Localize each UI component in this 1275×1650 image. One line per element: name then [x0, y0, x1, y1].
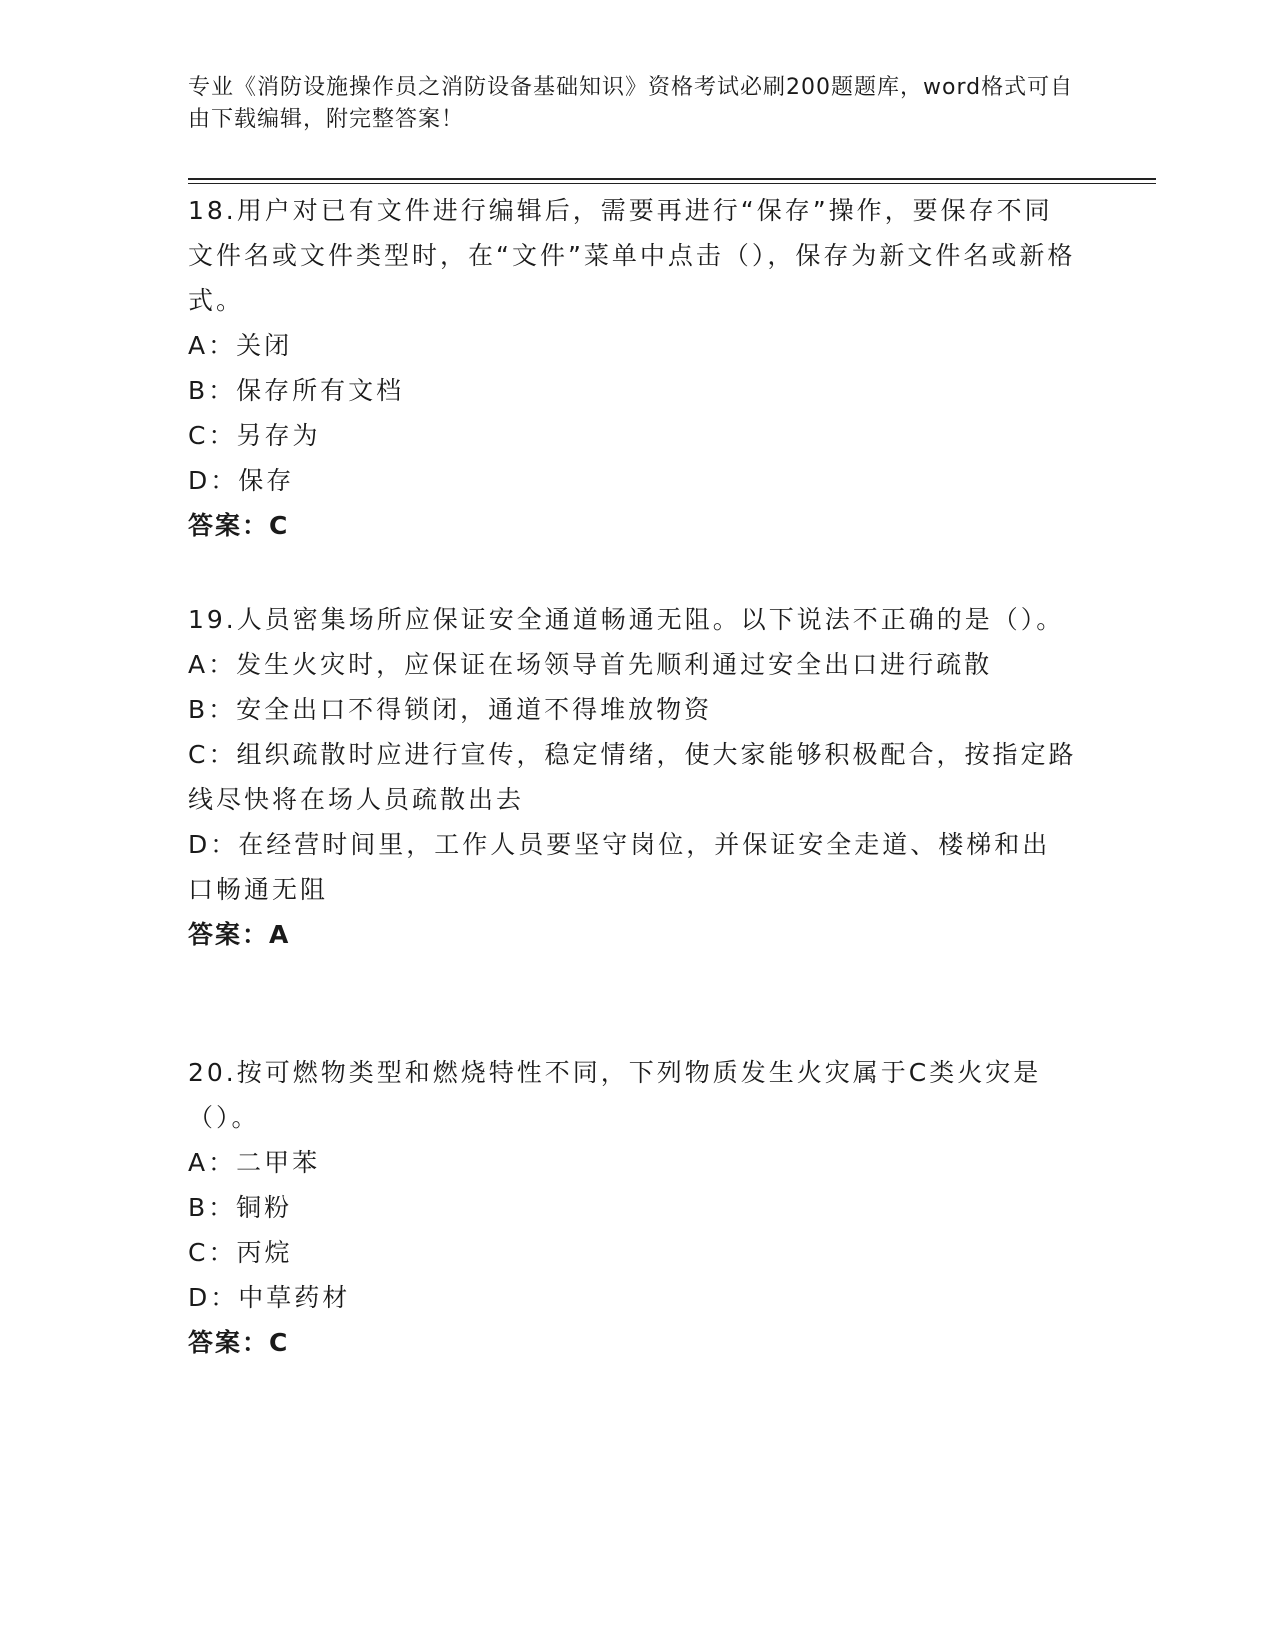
option-a: A：二甲苯	[188, 1148, 321, 1177]
answer: 答案：C	[188, 511, 290, 540]
option-d: D：中草药材	[188, 1283, 351, 1312]
document-header: 专业《消防设施操作员之消防设备基础知识》资格考试必刷200题题库，word格式可自由下载编辑，附完整答案！	[188, 75, 1074, 132]
question-18	[188, 188, 1078, 548]
option-a: A：关闭	[188, 331, 293, 360]
option-b: B：铜粉	[188, 1193, 293, 1222]
header-divider	[188, 178, 1156, 180]
question-19	[188, 597, 1078, 957]
option-c: C：另存为	[188, 421, 321, 450]
option-a: A：发生火灾时，应保证在场领导首先顺利通过安全出口进行疏散	[188, 650, 993, 679]
option-b: B：保存所有文档	[188, 376, 405, 405]
question-stem: 18.用户对已有文件进行编辑后，需要再进行“保存”操作，要保存不同文件名或文件类型时，在“文件”菜单中点击（），保存为新文件名或新格式。	[188, 196, 1076, 315]
question-stem: 20.按可燃物类型和燃烧特性不同，下列物质发生火灾属于C类火灾是（）。	[188, 1058, 1042, 1132]
header-divider-thin	[188, 183, 1156, 184]
question-stem: 19.人员密集场所应保证安全通道畅通无阻。以下说法不正确的是（）。	[188, 605, 1065, 634]
option-d: D：保存	[188, 466, 295, 495]
option-d: D：在经营时间里，工作人员要坚守岗位，并保证安全走道、楼梯和出口畅通无阻	[188, 830, 1051, 904]
answer: 答案：A	[188, 920, 291, 949]
option-b: B：安全出口不得锁闭，通道不得堆放物资	[188, 695, 713, 724]
option-c: C：组织疏散时应进行宣传，稳定情绪，使大家能够积极配合，按指定路线尽快将在场人员疏散出去	[188, 740, 1077, 814]
option-c: C：丙烷	[188, 1238, 293, 1267]
answer: 答案：C	[188, 1328, 290, 1357]
question-20	[188, 1050, 1078, 1365]
